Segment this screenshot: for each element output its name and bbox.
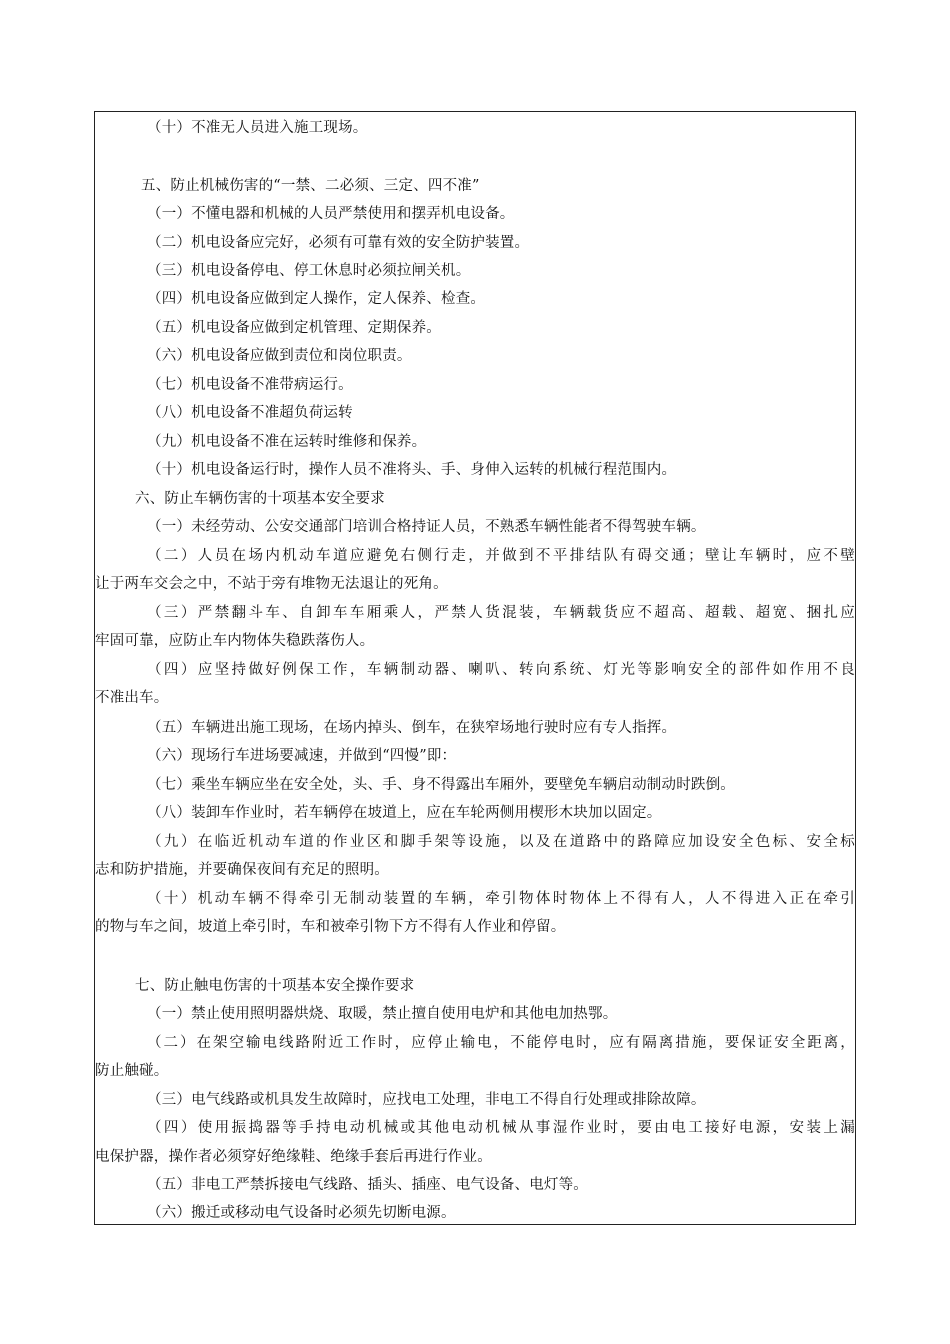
paragraph-line: 电保护器，操作者必须穿好绝缘鞋、绝缘手套后再进行作业。 bbox=[95, 1149, 492, 1165]
paragraph-line: （一）禁止使用照明器烘烧、取暖，禁止擅自使用电炉和其他电加热鄂。 bbox=[147, 1006, 618, 1022]
paragraph-line: （一）未经劳动、公安交通部门培训合格持证人员，不熟悉车辆性能者不得驾驶车辆。 bbox=[147, 519, 706, 535]
paragraph-line: 不准出车。 bbox=[95, 690, 169, 706]
paragraph-line: （二）人员在场内机动车道应避免右侧行走，并做到不平排结队有碍交通；壁让车辆时，应不壁 bbox=[147, 548, 855, 564]
section-heading-five: 五、防止机械伤害的“一禁、二必须、三定、四不准” bbox=[141, 178, 480, 194]
paragraph-line: （十）不准无人员进入施工现场。 bbox=[147, 120, 368, 136]
paragraph-line: （六）搬迁或移动电气设备时必须先切断电源。 bbox=[147, 1205, 456, 1221]
paragraph-line: （二）机电设备应完好，必须有可靠有效的安全防护装置。 bbox=[147, 235, 530, 251]
paragraph-line: 防止触碰。 bbox=[95, 1063, 169, 1079]
paragraph-line: （六）现场行车进场要减速，并做到“四慢”即： bbox=[147, 748, 457, 764]
paragraph-line: （八）装卸车作业时，若车辆停在坡道上，应在车轮两侧用楔形木块加以固定。 bbox=[147, 805, 662, 821]
paragraph-line: （二）在架空输电线路附近工作时，应停止输电，不能停电时，应有隔离措施，要保证安全距离， bbox=[147, 1035, 855, 1051]
right-border-tick bbox=[855, 140, 856, 160]
paragraph-line: （八）机电设备不准超负荷运转 bbox=[147, 405, 353, 421]
paragraph-line: （十）机电设备运行时，操作人员不准将头、手、身伸入运转的机械行程范围内。 bbox=[147, 462, 677, 478]
paragraph-line: （十）机动车辆不得牵引无制动装置的车辆，牵引物体时物体上不得有人，人不得进入正在牵引 bbox=[147, 891, 855, 907]
paragraph-line: （三）严禁翻斗车、自卸车车厢乘人，严禁人货混装，车辆载货应不超高、超载、超宽、捆扎应 bbox=[147, 605, 855, 621]
paragraph-line: （五）非电工严禁拆接电气线路、插头、插座、电气设备、电灯等。 bbox=[147, 1177, 588, 1193]
paragraph-line: 牢固可靠，应防止车内物体失稳跌落伤人。 bbox=[95, 633, 375, 649]
paragraph-line: （三）机电设备停电、停工休息时必须拉闸关机。 bbox=[147, 263, 471, 279]
right-border-tick bbox=[855, 945, 856, 965]
paragraph-line: （三）电气线路或机具发生故障时，应找电工处理，非电工不得自行处理或排除故障。 bbox=[147, 1092, 706, 1108]
paragraph-line: （五）机电设备应做到定机管理、定期保养。 bbox=[147, 320, 441, 336]
paragraph-line: （六）机电设备应做到责位和岗位职责。 bbox=[147, 348, 412, 364]
paragraph-line: 的物与车之间，坡道上牵引时，车和被牵引物下方不得有人作业和停留。 bbox=[95, 919, 566, 935]
paragraph-line: （四）使用振捣器等手持电动机械或其他电动机械从事湿作业时，要由电工接好电源，安装上漏 bbox=[147, 1120, 855, 1136]
paragraph-line: （五）车辆进出施工现场，在场内掉头、倒车，在狭窄场地行驶时应有专人指挥。 bbox=[147, 720, 677, 736]
left-border-tick bbox=[94, 945, 95, 965]
section-heading-six: 六、防止车辆伤害的十项基本安全要求 bbox=[135, 491, 385, 507]
paragraph-line: （一）不懂电器和机械的人员严禁使用和摆弄机电设备。 bbox=[147, 206, 515, 222]
paragraph-line: （九）机电设备不准在运转时维修和保养。 bbox=[147, 434, 427, 450]
paragraph-line: 让于两车交会之中，不站于旁有堆物无法退让的死角。 bbox=[95, 576, 448, 592]
paragraph-line: （九）在临近机动车道的作业区和脚手架等设施，以及在道路中的路障应加设安全色标、安全标 bbox=[147, 834, 855, 850]
section-heading-seven: 七、防止触电伤害的十项基本安全操作要求 bbox=[135, 978, 415, 994]
paragraph-line: （四）机电设备应做到定人操作，定人保养、检查。 bbox=[147, 291, 486, 307]
paragraph-line: （七）乘坐车辆应坐在安全处，头、手、身不得露出车厢外，要壁免车辆启动制动时跌倒。 bbox=[147, 777, 735, 793]
paragraph-line: 志和防护措施，并要确保夜间有充足的照明。 bbox=[95, 862, 389, 878]
paragraph-line: （四）应坚持做好例保工作，车辆制动器、喇叭、转向系统、灯光等影响安全的部件如作用不良 bbox=[147, 662, 855, 678]
paragraph-line: （七）机电设备不准带病运行。 bbox=[147, 377, 353, 393]
